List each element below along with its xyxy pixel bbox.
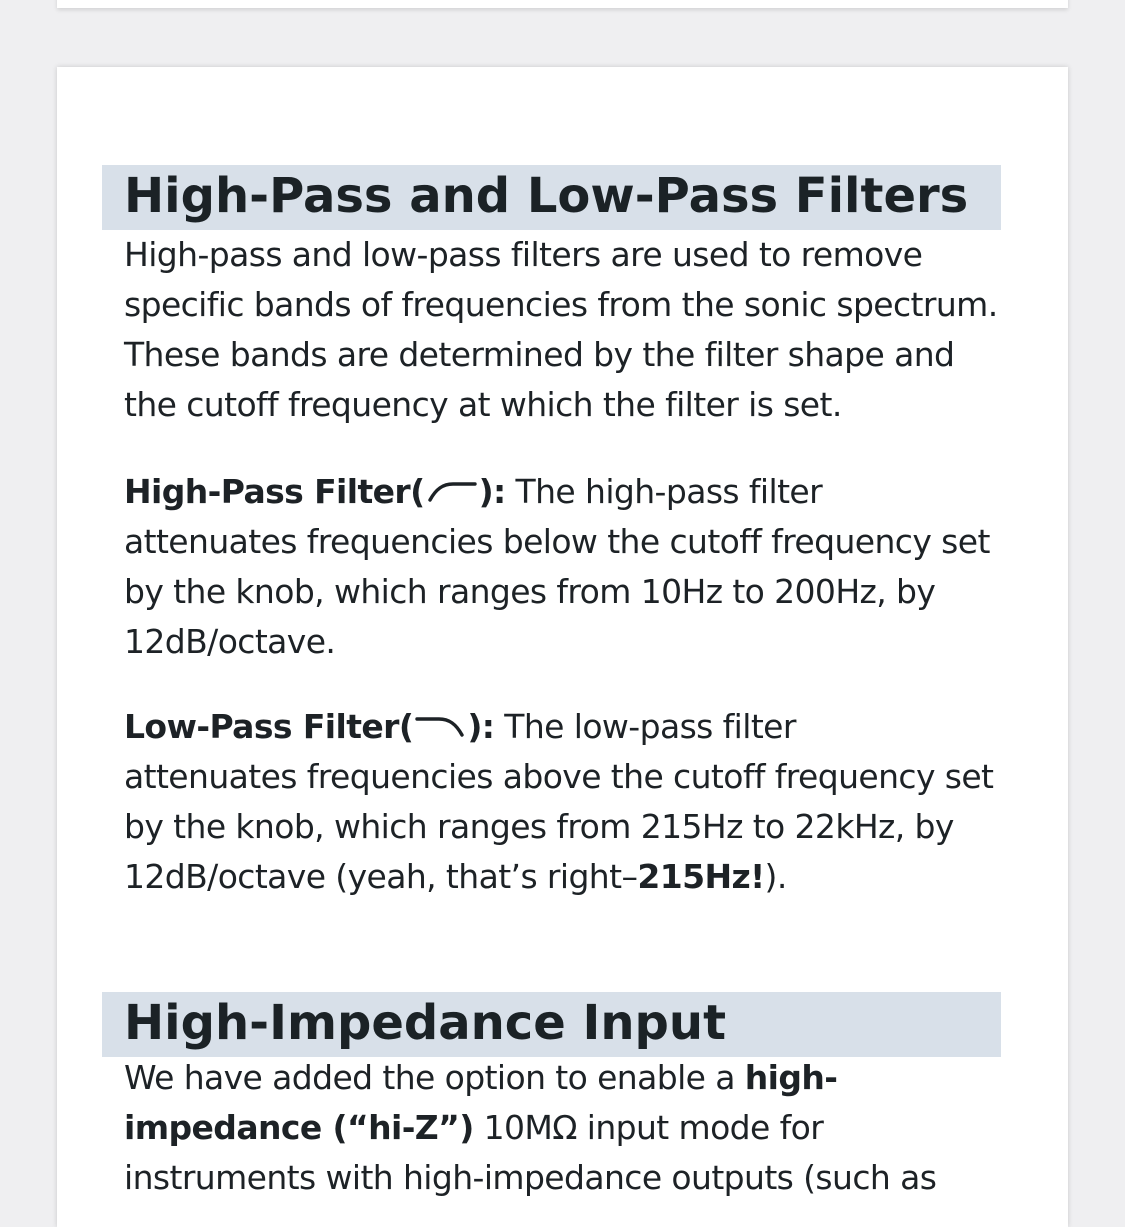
text-line: the cutoff frequency at which the filter is set. [124, 385, 842, 424]
text-line: by the knob, which ranges from 10Hz to 200Hz, by [124, 572, 936, 611]
section-heading-high-impedance: High-Impedance Input [102, 992, 1001, 1057]
text-line: 12dB/octave. [124, 622, 336, 661]
text-line: attenuates frequencies below the cutoff frequency set [124, 522, 990, 561]
text-line: instruments with high-impedance outputs (such as [124, 1158, 937, 1197]
text-line [124, 467, 1004, 517]
high-impedance-paragraph [124, 1053, 1004, 1203]
emphasis-215hz: 215Hz! [637, 857, 765, 896]
low-pass-filter-term-end: ): [467, 707, 495, 746]
high-pass-curve-icon [427, 479, 477, 503]
emphasis-impedance: impedance (“hi-Z”) [124, 1108, 474, 1147]
section-heading-filters: High-Pass and Low-Pass Filters [102, 165, 1001, 230]
text-segment: 10MΩ input mode for [473, 1108, 824, 1147]
low-pass-curve-icon [415, 714, 465, 738]
text-line [124, 702, 1004, 752]
text-line [124, 852, 1004, 902]
manual-page-card [57, 67, 1068, 1227]
text-segment: ). [764, 857, 787, 896]
text-line: specific bands of frequencies from the sonic spectrum. [124, 285, 998, 324]
previous-card [57, 0, 1068, 8]
text-segment: 12dB/octave (yeah, that’s right– [124, 857, 638, 896]
high-pass-filter-term: High-Pass Filter( [124, 472, 425, 511]
text-segment: We have added the option to enable a [124, 1058, 745, 1097]
low-pass-filter-term: Low-Pass Filter( [124, 707, 414, 746]
high-pass-filter-lead: The high-pass filter [505, 472, 823, 511]
high-pass-filter-term-end: ): [478, 472, 506, 511]
text-line [124, 1053, 1004, 1103]
text-line: by the knob, which ranges from 215Hz to 22kHz, by [124, 807, 954, 846]
text-line [124, 1103, 1004, 1153]
filters-intro-paragraph [124, 230, 1004, 430]
high-pass-filter-paragraph [124, 467, 1004, 667]
text-line: High-pass and low-pass filters are used to remove [124, 235, 923, 274]
emphasis-high: high- [744, 1058, 838, 1097]
low-pass-filter-lead: The low-pass filter [494, 707, 796, 746]
text-line: These bands are determined by the filter shape and [124, 335, 955, 374]
low-pass-filter-paragraph [124, 702, 1004, 902]
text-line: attenuates frequencies above the cutoff frequency set [124, 757, 994, 796]
